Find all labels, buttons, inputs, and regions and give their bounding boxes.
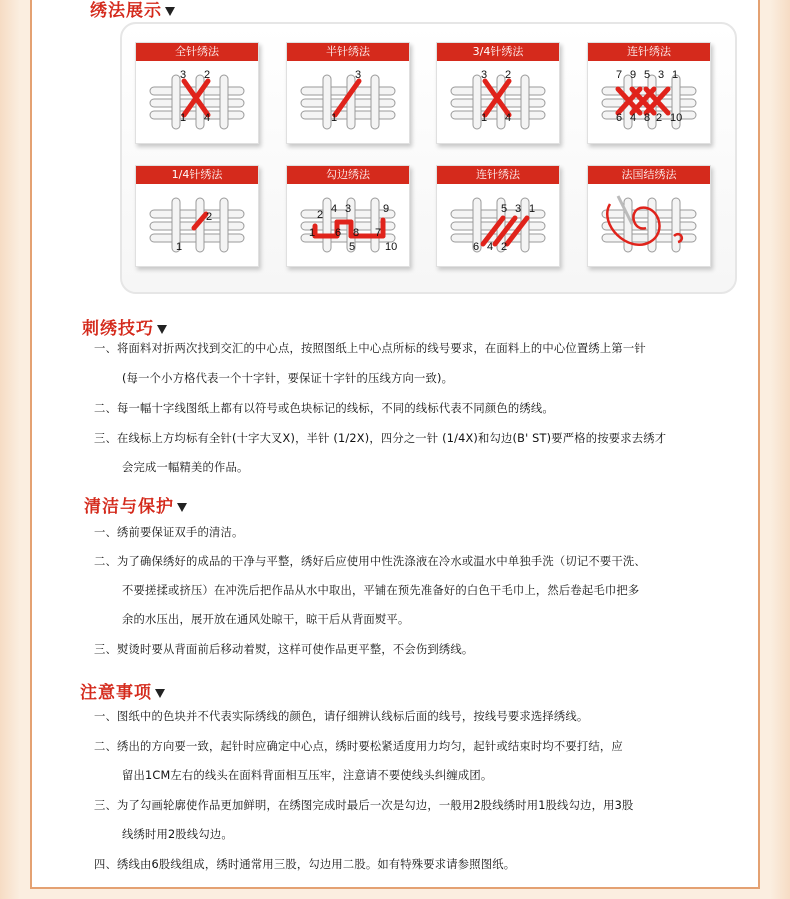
section-title-tips [82,314,167,339]
tips-line: 二、每一幅十字线图纸上都有以符号或色块标记的线标，不同的线标代表不同颜色的绣线。 [94,402,554,415]
fabric-thread [172,75,180,129]
tips-line: 会完成一幅精美的作品。 [122,461,249,474]
clean-line: 余的水压出，展开放在通风处晾干，晾干后从背面熨平。 [122,613,410,626]
stitch-step-number: 3 [180,69,187,81]
stitch-diagram [588,184,710,266]
stitch-step-number: 8 [644,112,651,124]
stitch-step-number: 5 [644,69,651,81]
stitch-step-number: 1 [180,112,187,124]
stitch-step-number: 3 [658,69,665,81]
stitch-step-number: 2 [501,241,508,253]
stitch-card-label: 连针绣法 [588,43,710,61]
triangle-down-icon [165,7,175,16]
stitch-diagram [588,61,710,143]
triangle-down-icon [155,689,165,698]
stitch-step-number: 6 [473,241,480,253]
stitch-step-number: 3 [481,69,488,81]
stitch-step-number: 4 [505,112,512,124]
stitch-step-number: 3 [345,203,352,215]
stitch-diagram [437,184,559,266]
notes-line: 线绣时用2股线勾边。 [122,828,233,841]
stitch-step-number: 2 [317,209,324,221]
stitch-step-number: 10 [385,241,398,253]
stitch-step-number: 1 [176,241,183,253]
section-title-text: 注意事项 [80,683,152,703]
tips-line: 三、在线标上方均标有全针(十字大叉X)，半针 (1/2X)，四分之一针 (1/4X)和勾边(B' ST)要严格的按要求去绣才 [94,432,667,445]
notes-line: 一、图纸中的色块并不代表实际绣线的颜色，请仔细辨认线标后面的线号，按线号要求选择绣线。 [94,710,589,723]
fabric-thread [672,198,680,252]
stitch-card [286,165,410,267]
stitch-step-number: 10 [670,112,683,124]
stitch-step-number: 1 [529,203,536,215]
stitch-diagram [136,61,258,143]
fabric-thread [323,75,331,129]
section-title-text: 刺绣技巧 [82,319,154,339]
tips-line: 一、将面料对折两次找到交汇的中心点，按照图纸上中心点所标的线号要求，在面料上的中心位置绣上第一针 [94,342,646,355]
stitch-step-number: 5 [501,203,508,215]
stitch-diagram [437,61,559,143]
stitch-step-number: 9 [383,203,390,215]
stitch-diagram [136,184,258,266]
section-title-display [90,0,175,21]
stitch-diagram [287,184,409,266]
stitch-card-label: 全针绣法 [136,43,258,61]
stitch-step-number: 4 [204,112,211,124]
section-title-text: 清洁与保护 [84,497,174,517]
triangle-down-icon [177,503,187,512]
stitch-step-number: 8 [353,227,360,239]
clean-line: 二、为了确保绣好的成品的干净与平整，绣好后应使用中性洗涤液在冷水或温水中单独手洗（切记不要干洗、 [94,555,646,568]
stitch-card [587,42,711,144]
section-title-notes [80,678,165,703]
stitch-step-number: 6 [616,112,623,124]
stitch-step-number: 2 [206,211,213,223]
stitch-step-number: 2 [204,69,211,81]
stitch-card [436,165,560,267]
stitch-step-number: 7 [616,69,623,81]
fabric-thread [648,198,656,252]
clean-line: 一、绣前要保证双手的清洁。 [94,526,244,539]
stitch-card [135,165,259,267]
fabric-thread [473,75,481,129]
stitch-step-number: 2 [505,69,512,81]
stitch-card-label: 勾边绣法 [287,166,409,184]
triangle-down-icon [157,325,167,334]
section-title-text: 绣法展示 [90,1,162,21]
fabric-thread [521,75,529,129]
notes-line: 三、为了勾画轮廓使作品更加鲜明，在绣图完成时最后一次是勾边，一般用2股线绣时用1股线勾边，用3股 [94,799,634,812]
fabric-thread [220,198,228,252]
content-sheet [30,0,760,889]
fabric-thread [220,75,228,129]
stitch-card-label: 半针绣法 [287,43,409,61]
stitch-step-number: 1 [309,227,316,239]
stitch-card-label: 3/4针绣法 [437,43,559,61]
fabric-thread [371,75,379,129]
stitch-step-number: 4 [487,241,494,253]
stitch-step-number: 2 [656,112,663,124]
stitch-step-number: 7 [375,227,382,239]
stitch-card [286,42,410,144]
stitch-step-number: 1 [481,112,488,124]
stitch-card-label: 法国结绣法 [588,166,710,184]
stitch-card [587,165,711,267]
stitch-card [135,42,259,144]
stitch-step-number: 6 [335,227,342,239]
section-title-clean [84,492,187,517]
notes-line: 留出1CM左右的线头在面料背面相互压牢，注意请不要使线头纠缠成团。 [122,769,493,782]
notes-line: 四、绣线由6股线组成，绣时通常用三股，勾边用二股。如有特殊要求请参照图纸。 [94,858,516,871]
fabric-thread [347,75,355,129]
stitch-card-label: 连针绣法 [437,166,559,184]
stitch-card [436,42,560,144]
notes-line: 二、绣出的方向要一致，起针时应确定中心点，绣时要松紧适度用力均匀，起针或结束时均不要打结，应 [94,740,623,753]
stitch-step-number: 5 [349,241,356,253]
clean-line: 不要搓揉或挤压）在冲洗后把作品从水中取出，平铺在预先准备好的白色干毛巾上，然后卷起毛巾把多 [122,584,640,597]
stitch-step-number: 3 [355,69,362,81]
fabric-thread [323,198,331,252]
fabric-thread [371,198,382,252]
stitch-step-number: 4 [331,203,338,215]
stitch-step-number: 3 [515,203,522,215]
stitch-card-label: 1/4针绣法 [136,166,258,184]
stitch-diagram [287,61,409,143]
stitch-step-number: 9 [630,69,637,81]
stitch-step-number: 4 [630,112,637,124]
stitch-step-number: 1 [331,112,338,124]
stitch-gallery [120,22,737,294]
clean-line: 三、熨烫时要从背面前后移动着熨，这样可使作品更平整，不会伤到绣线。 [94,643,474,656]
stitch-step-number: 1 [672,69,679,81]
tips-line: (每一个小方格代表一个十字针，要保证十字针的压线方向一致)。 [122,372,454,385]
